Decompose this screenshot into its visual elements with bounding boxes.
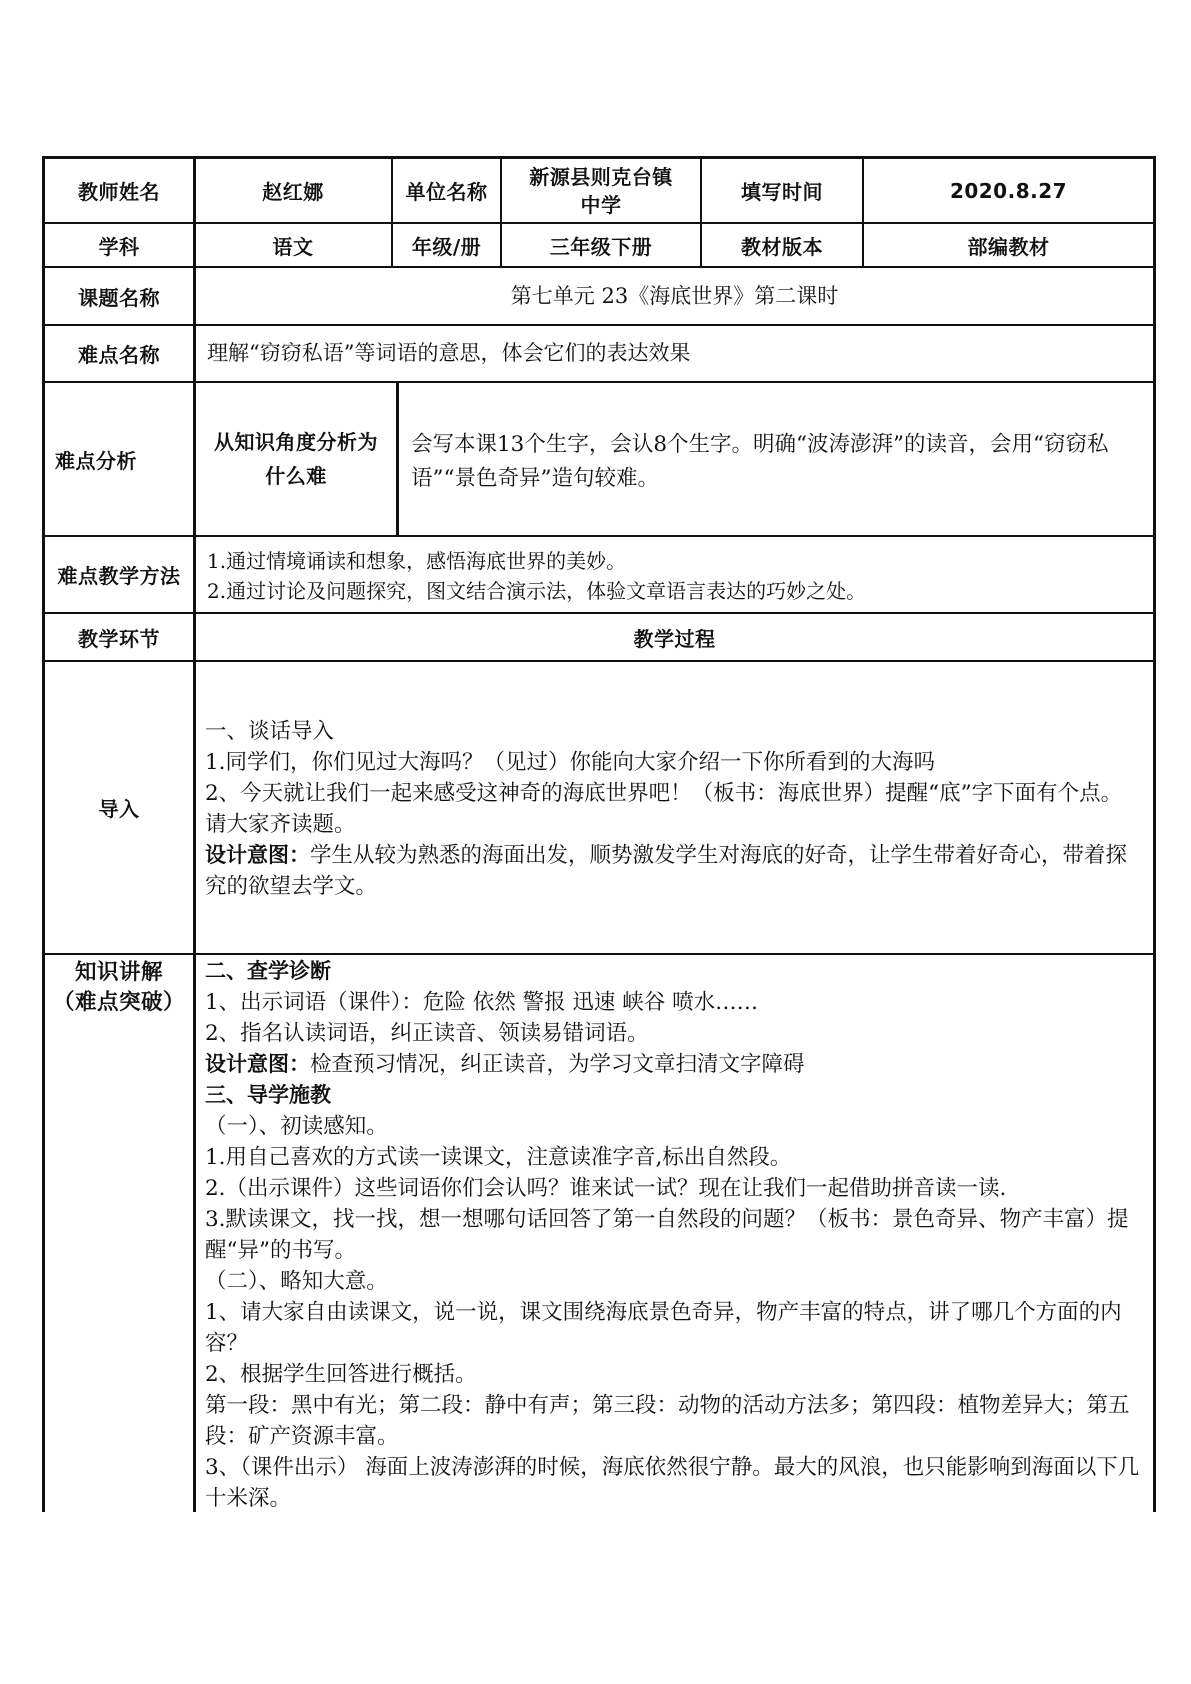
edition-label: 教材版本 bbox=[741, 234, 823, 259]
knowledge-line: 3、（课件出示） 海面上波涛澎湃的时候，海底依然很宁静。最大的风浪，也只能影响到海面以下几十米深。 bbox=[205, 1455, 1140, 1511]
date-label: 填写时间 bbox=[741, 180, 823, 204]
knowledge-design bbox=[205, 1049, 1141, 1080]
design-intent-text: 检查预习情况，纠正读音，为学习文章扫清文字障碍 bbox=[310, 1052, 805, 1077]
knowledge-label bbox=[45, 958, 193, 1018]
row-divider bbox=[42, 535, 1156, 537]
design-intent-text: 学生从较为熟悉的海面出发，顺势激发学生对海底的好奇，让学生带着好奇心，带着探究的欲望去学文。 bbox=[205, 843, 1128, 899]
intro-heading: 一、谈话导入 bbox=[205, 719, 335, 744]
topic-value: 第七单元 23《海底世界》第二课时 bbox=[510, 283, 839, 308]
knowledge-line: 第一段：黑中有光；第二段：静中有声；第三段：动物的活动方法多；第四段：植物差异大；第五段：矿产资源丰富。 bbox=[205, 1393, 1130, 1449]
method-line: 2.通过讨论及问题探究，图文结合演示法，体验文章语言表达的巧妙之处。 bbox=[207, 579, 867, 603]
intro-line: 2、今天就让我们一起来感受这神奇的海底世界吧！（板书：海底世界）提醒“底”字下面有个点。请大家齐读题。 bbox=[205, 781, 1123, 837]
knowledge-line: 1.用自己喜欢的方式读一读课文，注意读准字音,标出自然段。 bbox=[205, 1145, 792, 1170]
section-heading: 二、查学诊断 bbox=[205, 959, 331, 983]
subsection-heading: （二）、略知大意。 bbox=[205, 1269, 388, 1294]
intro-label: 导入 bbox=[98, 797, 140, 821]
topic-label: 课题名称 bbox=[78, 285, 160, 310]
subject-value: 语文 bbox=[272, 234, 314, 259]
analysis-value bbox=[399, 428, 1153, 496]
edition-value: 部编教材 bbox=[967, 234, 1050, 259]
analysis-sub-label: 从知识角度分析为什么难 bbox=[214, 430, 378, 488]
stage-label: 教学环节 bbox=[78, 626, 160, 651]
table-border-right bbox=[1153, 156, 1156, 1512]
design-intent-label: 设计意图： bbox=[205, 1052, 310, 1076]
difficulty-value: 理解“窃窃私语”等词语的意思，体会它们的表达效果 bbox=[207, 341, 691, 365]
intro-line: 1.同学们，你们见过大海吗？（见过）你能向大家介绍一下你所看到的大海吗 bbox=[205, 750, 936, 775]
method-label: 难点教学方法 bbox=[57, 564, 181, 588]
grade-value: 三年级下册 bbox=[549, 234, 653, 259]
date-value: 2020.8.27 bbox=[949, 178, 1068, 203]
knowledge-content bbox=[196, 956, 1153, 1514]
knowledge-label-line: （难点突破） bbox=[52, 990, 185, 1015]
teacher-name-label: 教师姓名 bbox=[78, 180, 160, 204]
difficulty-label: 难点名称 bbox=[78, 343, 160, 367]
knowledge-line: 2、根据学生回答进行概括。 bbox=[205, 1362, 477, 1387]
row-divider bbox=[42, 660, 1156, 662]
unit-label: 单位名称 bbox=[405, 180, 488, 204]
section-heading: 三、导学施教 bbox=[205, 1083, 331, 1107]
row-divider bbox=[42, 953, 1156, 955]
teacher-name-value: 赵红娜 bbox=[262, 180, 324, 204]
knowledge-line: 1、请大家自由读课文，说一说，课文围绕海底景色奇异，物产丰富的特点，讲了哪几个方面的内容？ bbox=[205, 1300, 1122, 1356]
method-line: 1.通过情境诵读和想象，感悟海底世界的美妙。 bbox=[207, 549, 627, 573]
intro-design bbox=[205, 840, 1141, 902]
grade-label: 年级/册 bbox=[411, 234, 482, 259]
intro-content bbox=[196, 716, 1153, 902]
subject-label: 学科 bbox=[98, 234, 140, 259]
process-label: 教学过程 bbox=[633, 626, 716, 651]
knowledge-line: 3.默读课文，找一找，想一想哪句话回答了第一自然段的问题？（板书：景色奇异、物产丰富）提醒“异”的书写。 bbox=[205, 1207, 1129, 1263]
knowledge-line: 1、出示词语（课件）：危险 依然 警报 迅速 峡谷 喷水…… bbox=[205, 990, 759, 1015]
knowledge-line: 2、指名认读词语，纠正读音、领读易错词语。 bbox=[205, 1021, 649, 1046]
design-intent-label: 设计意图： bbox=[205, 843, 310, 867]
analysis-text: 会写本课13个生字，会认8个生字。明确“波涛澎湃”的读音，会用“窃窃私语”“景色奇异”造句较难。 bbox=[411, 432, 1109, 491]
knowledge-label-line: 知识讲解 bbox=[74, 960, 163, 985]
method-text bbox=[196, 546, 1153, 606]
subsection-heading: （一）、初读感知。 bbox=[205, 1114, 388, 1139]
unit-value: 新源县则克台镇中学 bbox=[529, 164, 673, 217]
analysis-label: 难点分析 bbox=[55, 448, 137, 473]
knowledge-line: 2.（出示课件）这些词语你们会认吗？谁来试一试？现在让我们一起借助拼音读一读. bbox=[205, 1176, 1007, 1201]
